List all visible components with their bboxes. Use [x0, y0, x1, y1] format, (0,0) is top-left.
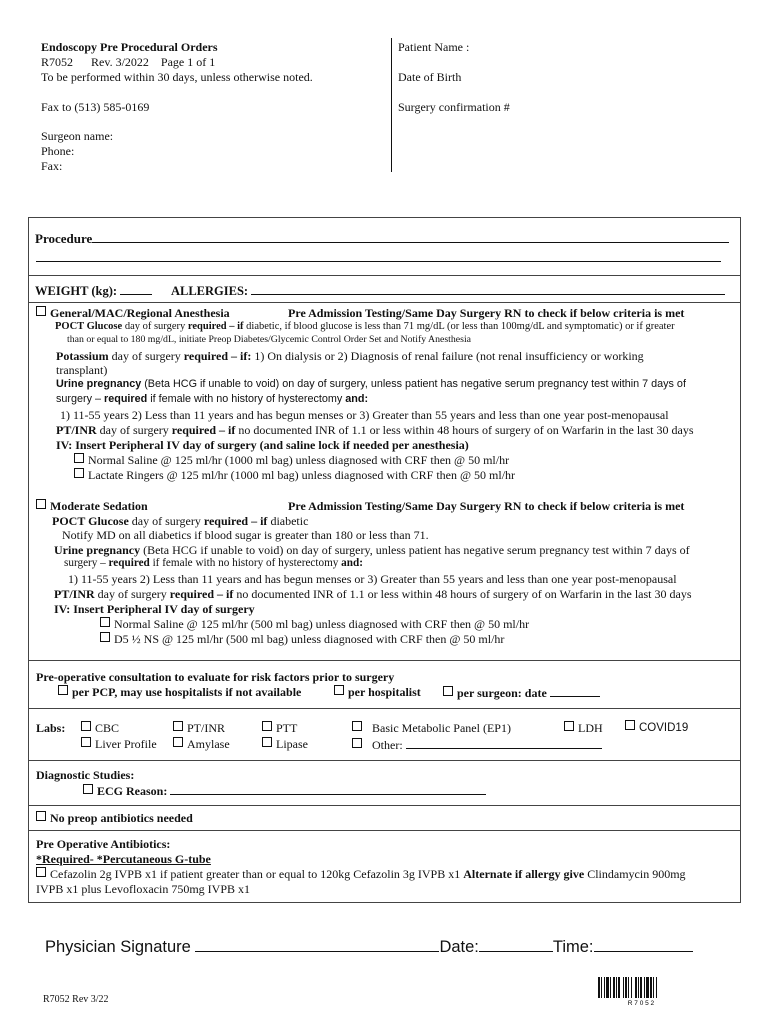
barcode-image [597, 977, 685, 1006]
general-potassium-line [56, 349, 644, 364]
barcode-bar [610, 977, 611, 998]
antibiotics-title: Pre Operative Antibiotics: [36, 837, 171, 851]
surgery-confirmation-label: Surgery confirmation # [398, 100, 510, 114]
moderate-urine-line [54, 543, 690, 558]
procedure-label: Procedure [35, 231, 93, 246]
lab-label: COVID19 [639, 722, 689, 734]
lab-label: LDH [578, 721, 603, 735]
lab-amylase[interactable] [173, 737, 230, 752]
barcode-bar [640, 977, 642, 998]
ptinr-label: PT/INR [56, 423, 97, 437]
general-iv-option-1[interactable] [74, 453, 509, 468]
text: if female with no history of hysterectomy [147, 393, 346, 405]
weight-label: WEIGHT (kg): [35, 284, 118, 298]
text: if female with no history of hysterectomy [149, 557, 342, 569]
text: diabetic [267, 514, 309, 528]
checkbox[interactable] [173, 721, 183, 731]
checkbox[interactable] [36, 306, 46, 316]
and-text: and: [341, 557, 363, 569]
procedure-line-1[interactable] [92, 231, 729, 243]
weight-row [35, 283, 725, 299]
surgeon-name-label: Surgeon name: [41, 129, 114, 143]
allergies-label: ALLERGIES: [170, 284, 249, 298]
checkbox[interactable] [58, 685, 68, 695]
general-urine-line-2 [56, 393, 368, 405]
checkbox[interactable] [262, 737, 272, 747]
preop-pcp-option[interactable] [58, 685, 301, 700]
lab-cbc[interactable] [81, 721, 119, 736]
moderate-urine-line-3: 1) 11-55 years 2) Less than 11 years and has begun menses or 3) Greater than 55 years and less than one year post-menopausal [68, 572, 677, 586]
ptinr-label: PT/INR [54, 587, 95, 601]
form-number: R7052 [41, 55, 74, 69]
diagnostic-label: Diagnostic Studies: [36, 768, 135, 782]
divider [28, 805, 741, 806]
checkbox[interactable] [352, 738, 362, 748]
signature-field[interactable] [195, 936, 439, 952]
allergies-field[interactable] [251, 283, 725, 295]
text: no documented INR of 1.1 or less within 48 hours of surgery of on Warfarin in the last 30 days [235, 423, 694, 437]
barcode-bar [635, 977, 637, 998]
moderate-urine-line-2 [64, 557, 363, 569]
divider [28, 760, 741, 761]
divider [28, 660, 741, 661]
general-poct-line [55, 321, 675, 332]
barcode-bar [616, 977, 617, 998]
text: surgery – [64, 557, 109, 569]
option-label: per hospitalist [348, 685, 421, 699]
procedure-line-2[interactable] [36, 250, 721, 262]
barcode-bar [604, 977, 605, 998]
barcode-bar [623, 977, 624, 998]
required-text: required – if [169, 587, 234, 601]
checkbox[interactable] [334, 685, 344, 695]
form-revision: Rev. 3/2022 [91, 55, 149, 69]
checkbox[interactable] [443, 686, 453, 696]
option-label: D5 ½ NS @ 125 ml/hr (500 ml bag) unless diagnosed with CRF then @ 50 ml/hr [114, 632, 505, 646]
general-iv-option-2[interactable] [74, 468, 515, 483]
cefazolin-option[interactable] [36, 867, 686, 882]
and-text: and: [345, 393, 369, 405]
time-label: Time: [552, 938, 594, 956]
form-title: Endoscopy Pre Procedural Orders [41, 40, 218, 54]
lab-ptt[interactable] [262, 721, 297, 736]
required-text: required – if: [183, 349, 252, 363]
ecg-option[interactable] [83, 783, 486, 799]
dob-label: Date of Birth [398, 70, 462, 84]
barcode-bar [631, 977, 632, 998]
barcode-bar [606, 977, 609, 998]
general-urine-line-3: 1) 11-55 years 2) Less than 11 years and has begun menses or 3) Greater than 55 years and less than one year post-menopausal [60, 408, 669, 422]
urine-label: Urine pregnancy [54, 543, 141, 557]
general-ptinr-line [56, 423, 694, 438]
fax-to: Fax to (513) 585-0169 [41, 100, 150, 114]
text: 1) On dialysis or 2) Diagnosis of renal failure (not renal insufficiency or working [251, 349, 644, 363]
procedure-line-2-wrap [36, 250, 721, 266]
checkbox[interactable] [74, 453, 84, 463]
ecg-label: ECG Reason: [97, 784, 168, 798]
checkbox[interactable] [81, 737, 91, 747]
barcode-text: R 7 0 5 2 [627, 1000, 655, 1006]
checkbox[interactable] [100, 617, 110, 627]
lab-other[interactable] [352, 737, 602, 753]
general-anesthesia-label: General/MAC/Regional Anesthesia [50, 306, 230, 320]
checkbox[interactable] [36, 499, 46, 509]
alternate-text: Alternate if allergy give [463, 867, 585, 881]
barcode-bar [625, 977, 627, 998]
preop-title: Pre-operative consultation to evaluate for risk factors prior to surgery [36, 670, 395, 684]
antibiotics-required: *Required- *Percutaneous G-tube [36, 852, 211, 866]
lab-liver[interactable] [81, 737, 157, 752]
general-urine-line [56, 378, 686, 390]
checkbox[interactable] [173, 737, 183, 747]
barcode-bar [644, 977, 645, 998]
lab-label: CBC [95, 721, 120, 735]
moderate-iv-title: IV: Insert Peripheral IV day of surgery [54, 602, 255, 616]
checkbox[interactable] [83, 784, 93, 794]
time-field[interactable] [594, 936, 693, 952]
divider [28, 275, 741, 276]
option-label: Lactate Ringers @ 125 ml/hr (1000 ml bag) unless diagnosed with CRF then @ 50 ml/hr [88, 468, 516, 482]
poct-label: POCT Glucose [55, 321, 123, 332]
general-potassium-line-2: transplant) [56, 363, 108, 377]
preop-surgeon-option[interactable] [443, 685, 600, 701]
moderate-sedation-option[interactable] [36, 499, 148, 514]
text: surgery – [56, 393, 105, 405]
text: day of surgery [108, 349, 184, 363]
required-text: required [108, 557, 150, 569]
text: day of surgery [94, 587, 170, 601]
general-pat-note: Pre Admission Testing/Same Day Surgery RN to check if below criteria is met [288, 306, 685, 320]
text: day of surgery [128, 514, 204, 528]
moderate-poct-line [52, 514, 308, 529]
required-text: required – if [187, 321, 244, 332]
surgeon-fax-label: Fax: [41, 159, 63, 173]
option-label: per PCP, may use hospitalists if not available [72, 685, 302, 699]
barcode-bar [646, 977, 649, 998]
text: (Beta HCG if unable to void) on day of surgery, unless patient has negative serum pregnancy test within 7 days of [140, 543, 690, 557]
poct-label: POCT Glucose [52, 514, 129, 528]
divider [28, 830, 741, 831]
option-label: No preop antibiotics needed [50, 811, 193, 825]
moderate-pat-note: Pre Admission Testing/Same Day Surgery RN to check if below criteria is met [288, 499, 685, 513]
lab-label: Other: [372, 738, 403, 752]
checkbox[interactable] [74, 468, 84, 478]
labs-label: Labs: [36, 721, 66, 735]
header-divider [391, 38, 392, 172]
divider [28, 708, 741, 709]
text: Cefazolin 2g IVPB x1 if patient greater than or equal to 120kg Cefazolin 3g IVPB x1 [50, 867, 464, 881]
patient-name-label: Patient Name : [398, 40, 470, 54]
text: (Beta HCG if unable to void) on day of surgery, unless patient has negative serum pregnancy test within 7 days of [141, 378, 686, 390]
checkbox[interactable] [100, 632, 110, 642]
general-anesthesia-option[interactable] [36, 306, 230, 321]
urine-label: Urine pregnancy [56, 378, 142, 390]
date-field[interactable] [479, 936, 553, 952]
weight-field[interactable] [120, 283, 152, 295]
barcode-bar [628, 977, 629, 998]
form-note: To be performed within 30 days, unless otherwise noted. [41, 70, 313, 84]
general-iv-title: IV: Insert Peripheral IV day of surgery (and saline lock if needed per anesthesia) [56, 438, 469, 452]
surgeon-date-field[interactable] [550, 685, 600, 697]
barcode-bar [613, 977, 615, 998]
form-meta [41, 55, 215, 70]
moderate-sedation-label: Moderate Sedation [50, 499, 148, 513]
physician-signature-label: Physician Signature [45, 938, 191, 956]
checkbox[interactable] [36, 811, 46, 821]
text: no documented INR of 1.1 or less within 48 hours of surgery of on Warfarin in the last 30 days [233, 587, 692, 601]
surgeon-phone-label: Phone: [41, 144, 75, 158]
text: day of surgery [96, 423, 172, 437]
potassium-label: Potassium [56, 349, 109, 363]
antibiotics-line-2: IVPB x1 plus Levofloxacin 750mg IVPB x1 [36, 882, 250, 896]
barcode-bar [653, 977, 654, 998]
footer-revision: R7052 Rev 3/22 [43, 994, 109, 1005]
lab-label: Liver Profile [95, 737, 157, 751]
no-antibiotics-option[interactable] [36, 811, 193, 826]
lab-label: Lipase [276, 737, 308, 751]
page-number: Page 1 of 1 [160, 55, 216, 69]
ecg-reason-field[interactable] [170, 783, 486, 795]
lab-ptinr[interactable] [173, 721, 225, 736]
moderate-ptinr-line [54, 587, 692, 602]
barcode-bar [650, 977, 652, 998]
lab-label: PTT [276, 721, 298, 735]
lab-covid[interactable] [625, 721, 688, 734]
barcode-bar [638, 977, 639, 998]
moderate-poct-line-2: Notify MD on all diabetics if blood sugar is greater than 180 or less than 71. [62, 528, 429, 542]
option-label: Normal Saline @ 125 ml/hr (500 ml bag) unless diagnosed with CRF then @ 50 ml/hr [114, 617, 530, 631]
text: Clindamycin 900mg [584, 867, 686, 881]
required-text: required – if [203, 514, 268, 528]
checkbox[interactable] [81, 721, 91, 731]
lab-bmp[interactable] [352, 721, 511, 736]
barcode-bar [601, 977, 602, 998]
general-poct-line-2: than or equal to 180 mg/dL, initiate Preop Diabetes/Glycemic Control Order Set and Notify Anesthesia [67, 334, 472, 345]
procedure-row [35, 231, 729, 247]
text: diabetic, if blood glucose is less than 71 mg/dL (or less than 100mg/dL and symptomatic) or if greater [243, 321, 675, 332]
lab-lipase[interactable] [262, 737, 308, 752]
moderate-iv-option-1[interactable] [100, 617, 529, 632]
barcode-bar [656, 977, 657, 998]
lab-label: Basic Metabolic Panel (EP1) [372, 721, 511, 735]
barcode-bar [598, 977, 600, 998]
barcode-bar [618, 977, 620, 998]
moderate-iv-option-2[interactable] [100, 632, 504, 647]
signature-row [45, 936, 693, 957]
checkbox[interactable] [262, 721, 272, 731]
option-label: Normal Saline @ 125 ml/hr (1000 ml bag) unless diagnosed with CRF then @ 50 ml/hr [88, 453, 510, 467]
required-text: required [104, 393, 148, 405]
checkbox[interactable] [352, 721, 362, 731]
date-label: Date: [439, 938, 479, 956]
option-label: per surgeon: date [457, 686, 547, 700]
required-text: required – if [171, 423, 236, 437]
lab-label: PT/INR [187, 721, 226, 735]
divider [28, 302, 741, 303]
other-lab-field[interactable] [406, 737, 602, 749]
preop-hospitalist-option[interactable] [334, 685, 421, 700]
checkbox[interactable] [625, 720, 635, 730]
checkbox[interactable] [36, 867, 46, 877]
checkbox[interactable] [564, 721, 574, 731]
text: day of surgery [122, 321, 188, 332]
lab-ldh[interactable] [564, 721, 603, 736]
lab-label: Amylase [187, 737, 230, 751]
